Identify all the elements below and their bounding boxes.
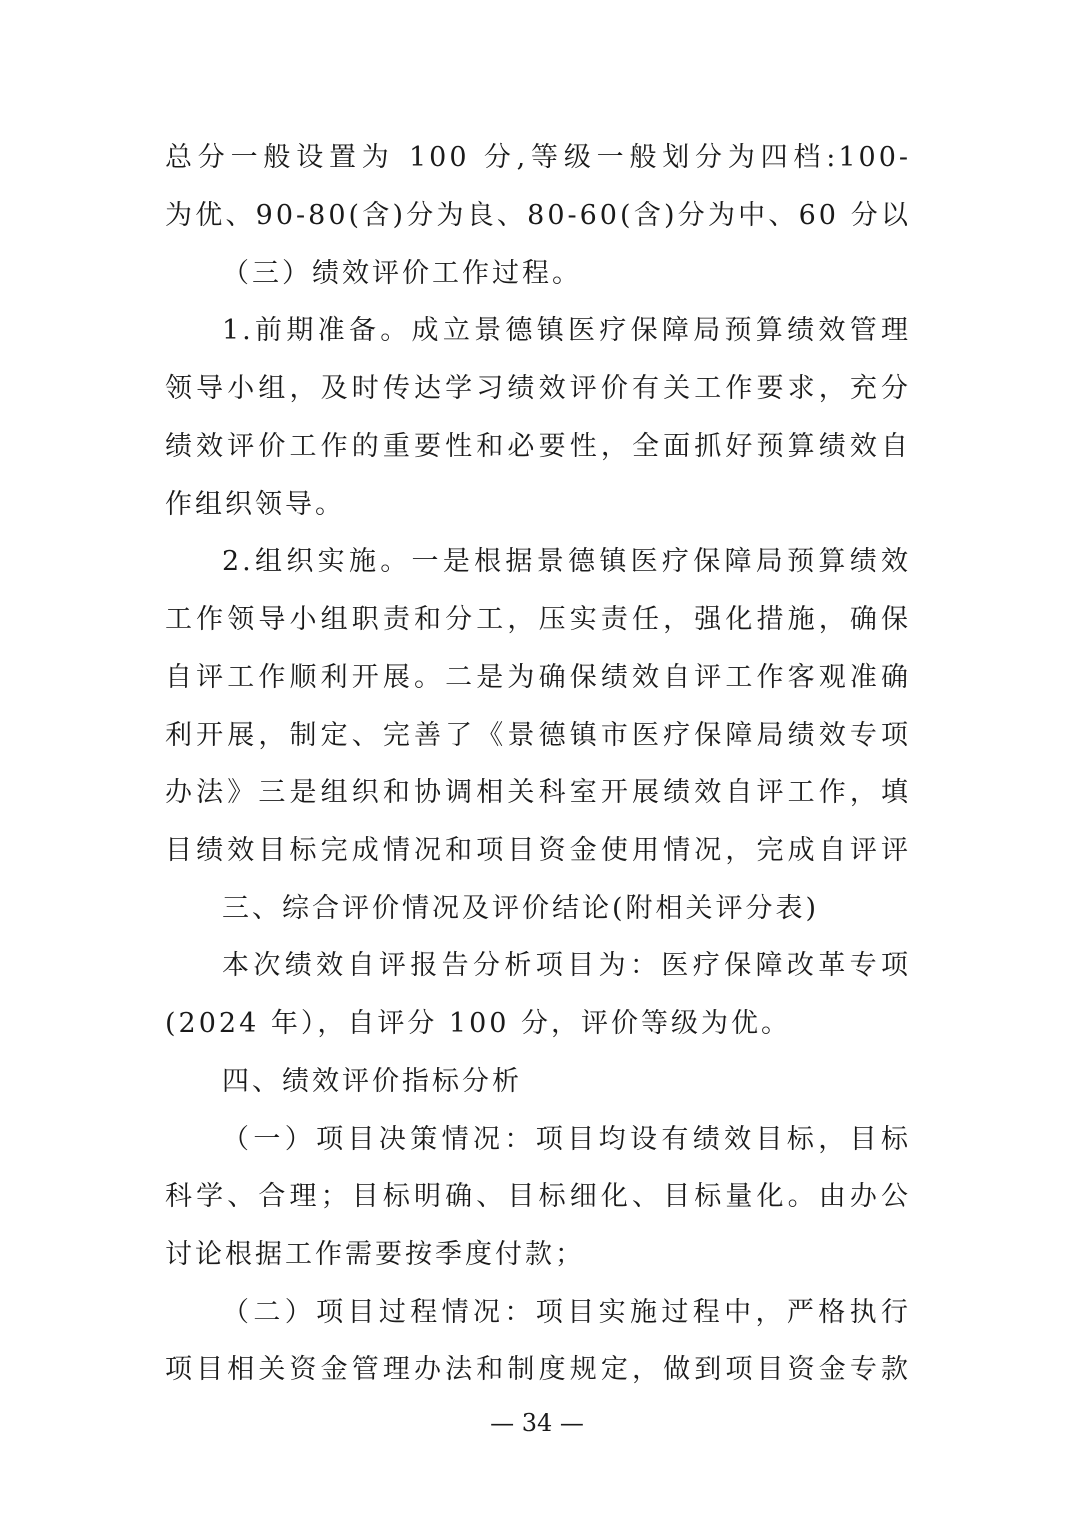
text-line: 总分一般设置为 100 分,等级一般划分为四档:100- (165, 142, 911, 173)
page-number: — 34 — (490, 1409, 584, 1437)
text-line: 利开展，制定、完善了《景德镇市医疗保障局绩效专项 (165, 720, 911, 751)
text-line: （一）项目决策情况：项目均设有绩效目标，目标 (222, 1124, 911, 1155)
text-line: 科学、合理；目标明确、目标细化、目标量化。由办公 (165, 1181, 911, 1212)
text-line: （二）项目过程情况：项目实施过程中，严格执行 (222, 1297, 911, 1328)
text-line: 作组织领导。 (165, 489, 345, 520)
section-heading: （三）绩效评价工作过程。 (222, 258, 582, 289)
text-line: 为优、90-80(含)分为良、80-60(含)分为中、60 分以 (165, 200, 911, 231)
text-line: 本次绩效自评报告分析项目为：医疗保障改革专项 (222, 950, 911, 981)
text-line: 1.前期准备。成立景德镇医疗保障局预算绩效管理 (222, 315, 911, 346)
text-line: 项目相关资金管理办法和制度规定，做到项目资金专款 (165, 1354, 911, 1385)
text-line: 2.组织实施。一是根据景德镇医疗保障局预算绩效 (222, 546, 911, 577)
text-line: 领导小组，及时传达学习绩效评价有关工作要求，充分 (165, 373, 911, 404)
text-line: 工作领导小组职责和分工，压实责任，强化措施，确保 (165, 604, 911, 635)
section-heading: 四、绩效评价指标分析 (222, 1066, 522, 1097)
text-line: 绩效评价工作的重要性和必要性，全面抓好预算绩效自 (165, 431, 911, 462)
text-line: 讨论根据工作需要按季度付款； (165, 1239, 585, 1270)
text-line: 自评工作顺利开展。二是为确保绩效自评工作客观准确 (165, 662, 911, 693)
text-line: 目绩效目标完成情况和项目资金使用情况，完成自评评 (165, 835, 911, 866)
section-heading: 三、综合评价情况及评价结论(附相关评分表) (222, 893, 820, 924)
text-line: 办法》三是组织和协调相关科室开展绩效自评工作，填 (165, 777, 911, 808)
text-line: (2024 年），自评分 100 分，评价等级为优。 (165, 1008, 792, 1039)
